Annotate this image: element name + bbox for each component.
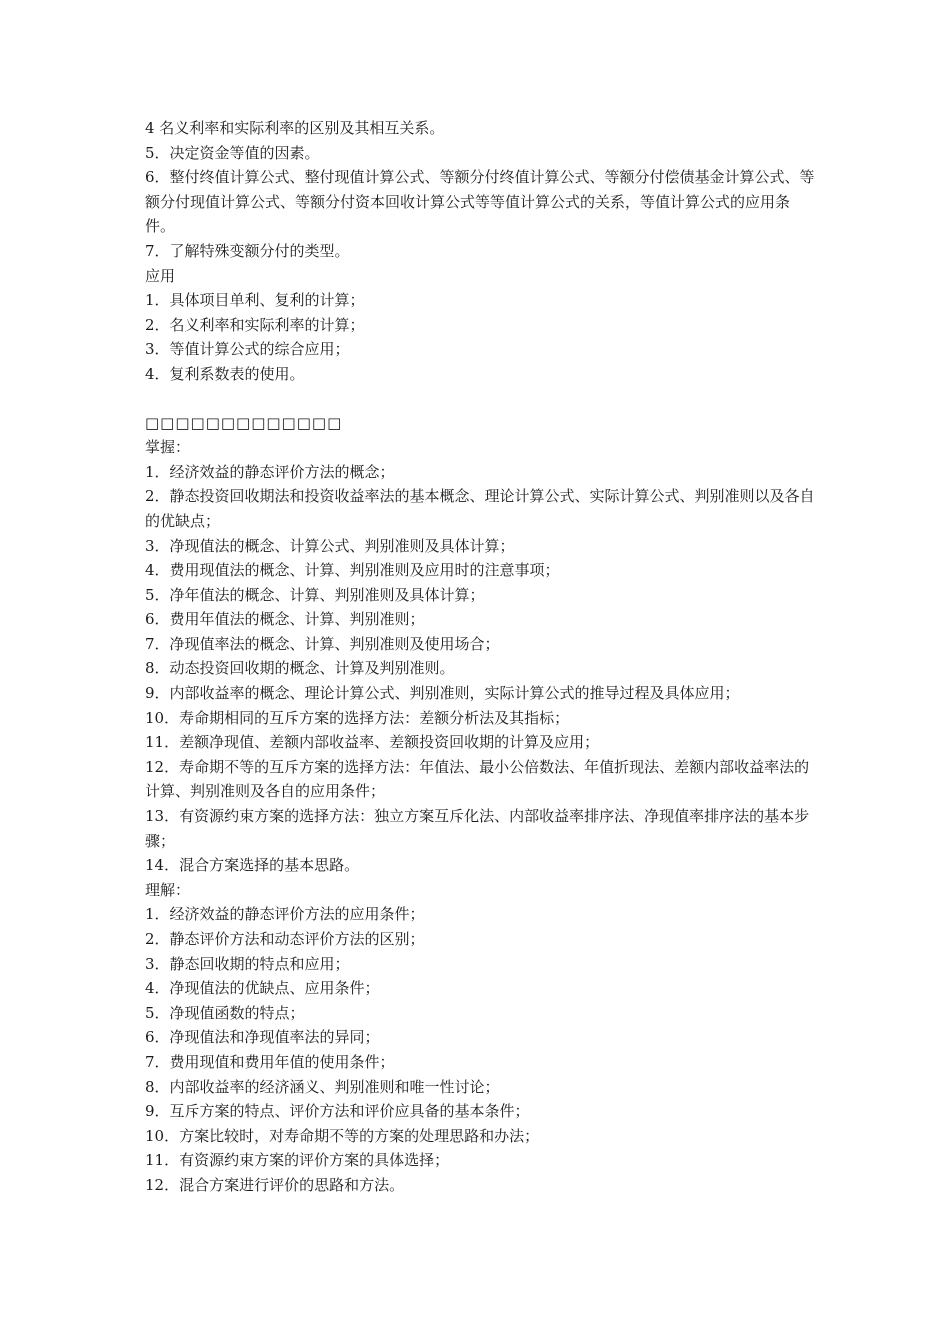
section-title-garbled: □□□□□□□□□□□□□: [145, 413, 343, 432]
list-item: 12．寿命期不等的互斥方案的选择方法：年值法、最小公倍数法、年值折现法、差额内部收益率法的计算、判别准则及各自的应用条件；: [145, 757, 810, 801]
list-item: 14．混合方案选择的基本思路。: [145, 856, 360, 875]
list-item: 11．差额净现值、差额内部收益率、差额投资回收期的计算及应用；: [145, 733, 600, 752]
list-item: 10．寿命期相同的互斥方案的选择方法：差额分析法及其指标；: [145, 708, 570, 727]
list-item: 3．等值计算公式的综合应用；: [145, 340, 350, 359]
list-item: 8．内部收益率的经济涵义、判别准则和唯一性讨论；: [145, 1077, 500, 1096]
list-item: 5．净现值函数的特点；: [145, 1003, 305, 1022]
list-item: 9．互斥方案的特点、评价方法和评价应具备的基本条件；: [145, 1102, 530, 1121]
list-item: 1．经济效益的静态评价方法的应用条件；: [145, 905, 425, 924]
list-item: 4 名义利率和实际利率的区别及其相互关系。: [145, 119, 445, 137]
list-item: 1．具体项目单利、复利的计算；: [145, 291, 365, 310]
list-item: 6．净现值法和净现值率法的异同；: [145, 1028, 380, 1047]
list-item: 5．决定资金等值的因素。: [145, 143, 320, 162]
list-item: 12．混合方案进行评价的思路和方法。: [145, 1175, 405, 1194]
list-item: 13．有资源约束方案的选择方法：独立方案互斥化法、内部收益率排序法、净现值率排序法的基本步骤；: [145, 807, 810, 850]
list-item: 9．内部收益率的概念、理论计算公式、判别准则，实际计算公式的推导过程及具体应用；: [145, 684, 740, 703]
list-item: 6．整付终值计算公式、整付现值计算公式、等额分付终值计算公式、等额分付偿债基金计算公式、等额分付现值计算公式、等额分付资本回收计算公式等等值计算公式的关系，等值计算公式的应用条件。: [145, 168, 815, 236]
list-item: 4．净现值法的优缺点、应用条件；: [145, 979, 380, 998]
list-item: 8．动态投资回收期的概念、计算及判别准则。: [145, 659, 455, 678]
list-item: 11．有资源约束方案的评价方案的具体选择；: [145, 1151, 450, 1170]
list-item: 2．名义利率和实际利率的计算；: [145, 315, 365, 334]
section-b: [145, 411, 815, 1198]
list-item: 3．静态回收期的特点和应用；: [145, 954, 350, 973]
list-item: 4．复利系数表的使用。: [145, 364, 305, 383]
master-heading: 掌握：: [145, 438, 191, 457]
list-item: 6．费用年值法的概念、计算、判别准则；: [145, 610, 425, 629]
spacer: [145, 387, 815, 411]
list-item: 2．静态评价方法和动态评价方法的区别；: [145, 930, 425, 948]
list-item: 3．净现值法的概念、计算公式、判别准则及具体计算；: [145, 536, 515, 555]
list-item: 10．方案比较时，对寿命期不等的方案的处理思路和办法；: [145, 1126, 540, 1145]
list-item: 7．费用现值和费用年值的使用条件；: [145, 1052, 395, 1071]
list-item: 4．费用现值法的概念、计算、判别准则及应用时的注意事项；: [145, 561, 560, 580]
understand-heading: 理解：: [145, 880, 191, 899]
list-item: 1．经济效益的静态评价方法的概念；: [145, 462, 395, 481]
list-item: 2．静态投资回收期法和投资收益率法的基本概念、理论计算公式、实际计算公式、判别准则以及各自的优缺点；: [145, 487, 815, 530]
apply-heading: 应用: [145, 266, 176, 285]
document-body: [145, 116, 815, 1198]
list-item: 7．净现值率法的概念、计算、判别准则及使用场合；: [145, 634, 500, 653]
list-item: 5．净年值法的概念、计算、判别准则及具体计算；: [145, 585, 485, 604]
section-a: [145, 116, 815, 387]
list-item: 7．了解特殊变额分付的类型。: [145, 241, 350, 260]
